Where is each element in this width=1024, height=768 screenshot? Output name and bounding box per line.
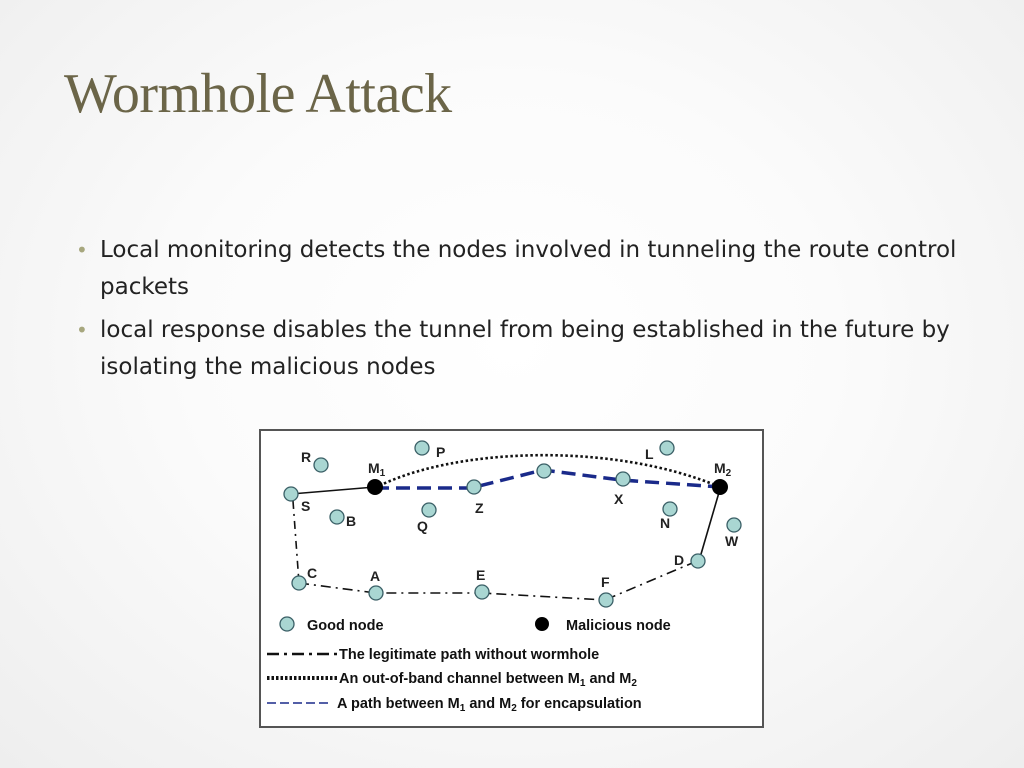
slide-title: Wormhole Attack [64,63,452,125]
legend-oob-label: An out-of-band channel between $M_1$ and $M_2$ [339,671,637,689]
node-q [422,503,436,517]
node-m2 [712,479,728,495]
node-s [284,487,298,501]
label-a: A [370,568,381,584]
node-r [314,458,328,472]
label-d: D [674,552,685,568]
bullet-list [76,232,976,392]
label-p: P [436,444,446,460]
legend-good-node-icon [280,617,294,631]
label-z: Z [475,500,484,516]
node-encap-mid [537,464,551,478]
node-f [599,593,613,607]
legend-encap-label: A path between $M_1$ and $M_2$ for encapsulation [337,696,642,714]
node-p [415,441,429,455]
legit-path-c-to-d [299,561,697,600]
legend-malicious-node-icon [535,617,549,631]
bullet-item [76,312,976,386]
label-s: S [301,498,311,514]
node-l [660,441,674,455]
bullet-text: Local monitoring detects the nodes involved in tunneling the route control packets [100,237,957,300]
label-q: Q [417,518,428,534]
label-e: E [476,567,486,583]
node-a [369,586,383,600]
diagram-canvas [261,431,762,726]
bullet-icon: • [76,318,88,342]
legit-path-s-m1 [291,487,375,494]
legend-malicious-node-label: Malicious node [566,618,671,634]
node-w [727,518,741,532]
label-w: W [725,533,739,549]
label-b: B [346,513,357,529]
legit-path-s-c [293,501,299,583]
legend-good-node-label: Good node [307,618,384,634]
label-c: C [307,565,318,581]
bullet-text: local response disables the tunnel from being established in the future by isolating the malicious nodes [100,317,950,380]
node-x [616,472,630,486]
wormhole-diagram [259,429,764,728]
node-z [467,480,481,494]
label-r: R [301,449,312,465]
label-m1: $M_1$ [368,460,386,479]
label-m2: $M_2$ [714,460,732,479]
label-l: L [645,446,654,462]
legit-path-d-m2 [699,489,720,561]
node-e [475,585,489,599]
node-m1 [367,479,383,495]
label-x: X [614,491,624,507]
label-n: N [660,515,671,531]
legend-legit-path-label: The legitimate path without wormhole [339,647,600,663]
node-d [691,554,705,568]
bullet-icon: • [76,238,88,262]
label-f: F [601,574,610,590]
node-b [330,510,344,524]
node-n [663,502,677,516]
node-c [292,576,306,590]
bullet-item [76,232,976,306]
